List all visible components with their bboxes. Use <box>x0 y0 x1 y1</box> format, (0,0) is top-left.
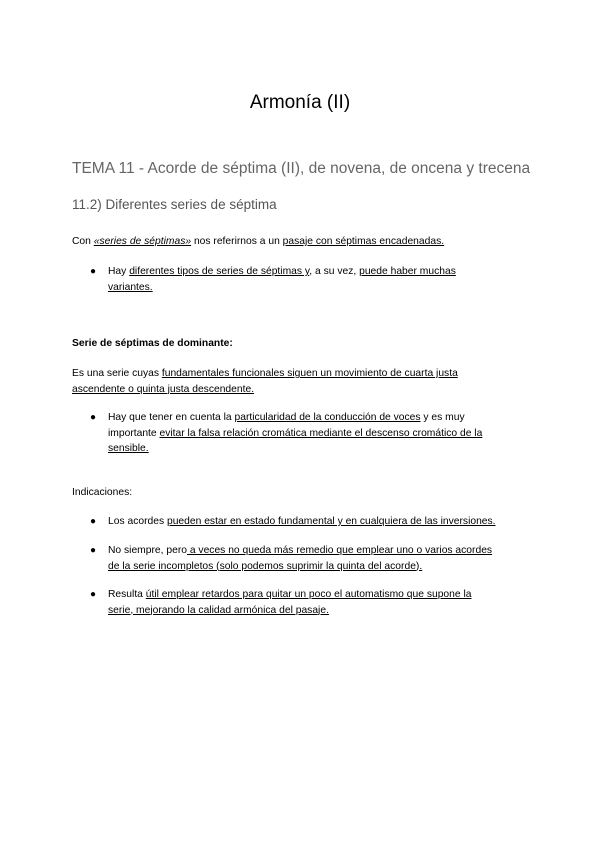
underlined-text: a veces no queda más remedio que emplear uno o varios acordes <box>186 545 493 556</box>
section-heading: 11.2) Diferentes series de séptima <box>72 197 277 212</box>
text-span: Hay que tener en cuenta la <box>108 412 235 423</box>
underlined-text: serie, mejorando la calidad armónica del pasaje. <box>108 604 329 616</box>
underlined-text: de la serie incompletos (solo podemos suprimir la quinta del acorde). <box>108 560 423 572</box>
dominant-paragraph <box>72 366 532 397</box>
bullet-icon: ● <box>90 589 97 600</box>
text-span: Hay <box>108 266 130 277</box>
bullet-icon: ● <box>90 412 97 423</box>
list-item-text <box>108 514 528 530</box>
underlined-text: diferentes tipos de series de séptimas y <box>129 266 310 277</box>
intro-term: «series de séptimas» <box>93 236 192 247</box>
intro-text: nos referirnos a un <box>191 236 283 247</box>
dominant-heading: Serie de séptimas de dominante: <box>72 338 233 349</box>
intro-paragraph <box>72 234 532 250</box>
underlined-text: particularidad de la conducción de voces <box>234 412 421 423</box>
list-item-text <box>108 543 528 574</box>
bullet-icon: ● <box>90 516 97 527</box>
text-span: importante <box>108 427 160 439</box>
intro-definition: pasaje con séptimas encadenadas. <box>282 236 445 247</box>
text-span: Resulta <box>108 589 146 600</box>
page-title: Armonía (II) <box>249 92 351 113</box>
topic-subtitle: TEMA 11 - Acorde de séptima (II), de novena, de oncena y trecena <box>72 160 531 177</box>
underlined-text: sensible. <box>108 443 149 454</box>
underlined-text: pueden estar en estado fundamental y en cualquiera de las inversiones. <box>166 516 496 527</box>
bullet-icon: ● <box>90 266 97 277</box>
text-span: Los acordes <box>108 516 167 527</box>
text-span: y es muy <box>420 412 465 423</box>
underlined-text: fundamentales funcionales siguen un movimiento de cuarta justa <box>161 368 458 379</box>
underlined-text: útil emplear retardos para quitar un poco el automatismo que supone la <box>145 589 472 600</box>
text-span: Es una serie cuyas <box>72 368 162 379</box>
list-item-text <box>108 264 528 295</box>
indicaciones-label: Indicaciones: <box>72 487 133 498</box>
text-span: , a su vez, <box>309 266 360 277</box>
underlined-text: variantes. <box>108 281 153 293</box>
intro-text: Con <box>72 236 94 247</box>
list-item-text <box>108 410 528 457</box>
underlined-text: evitar la falsa relación cromática mediante el descenso cromático de la <box>159 427 483 439</box>
bullet-icon: ● <box>90 545 97 556</box>
text-span: No siempre, pero <box>108 545 187 556</box>
list-item-text <box>108 587 528 618</box>
underlined-text: ascendente o quinta justa descendente. <box>72 383 255 395</box>
underlined-text: puede haber muchas <box>359 266 456 277</box>
